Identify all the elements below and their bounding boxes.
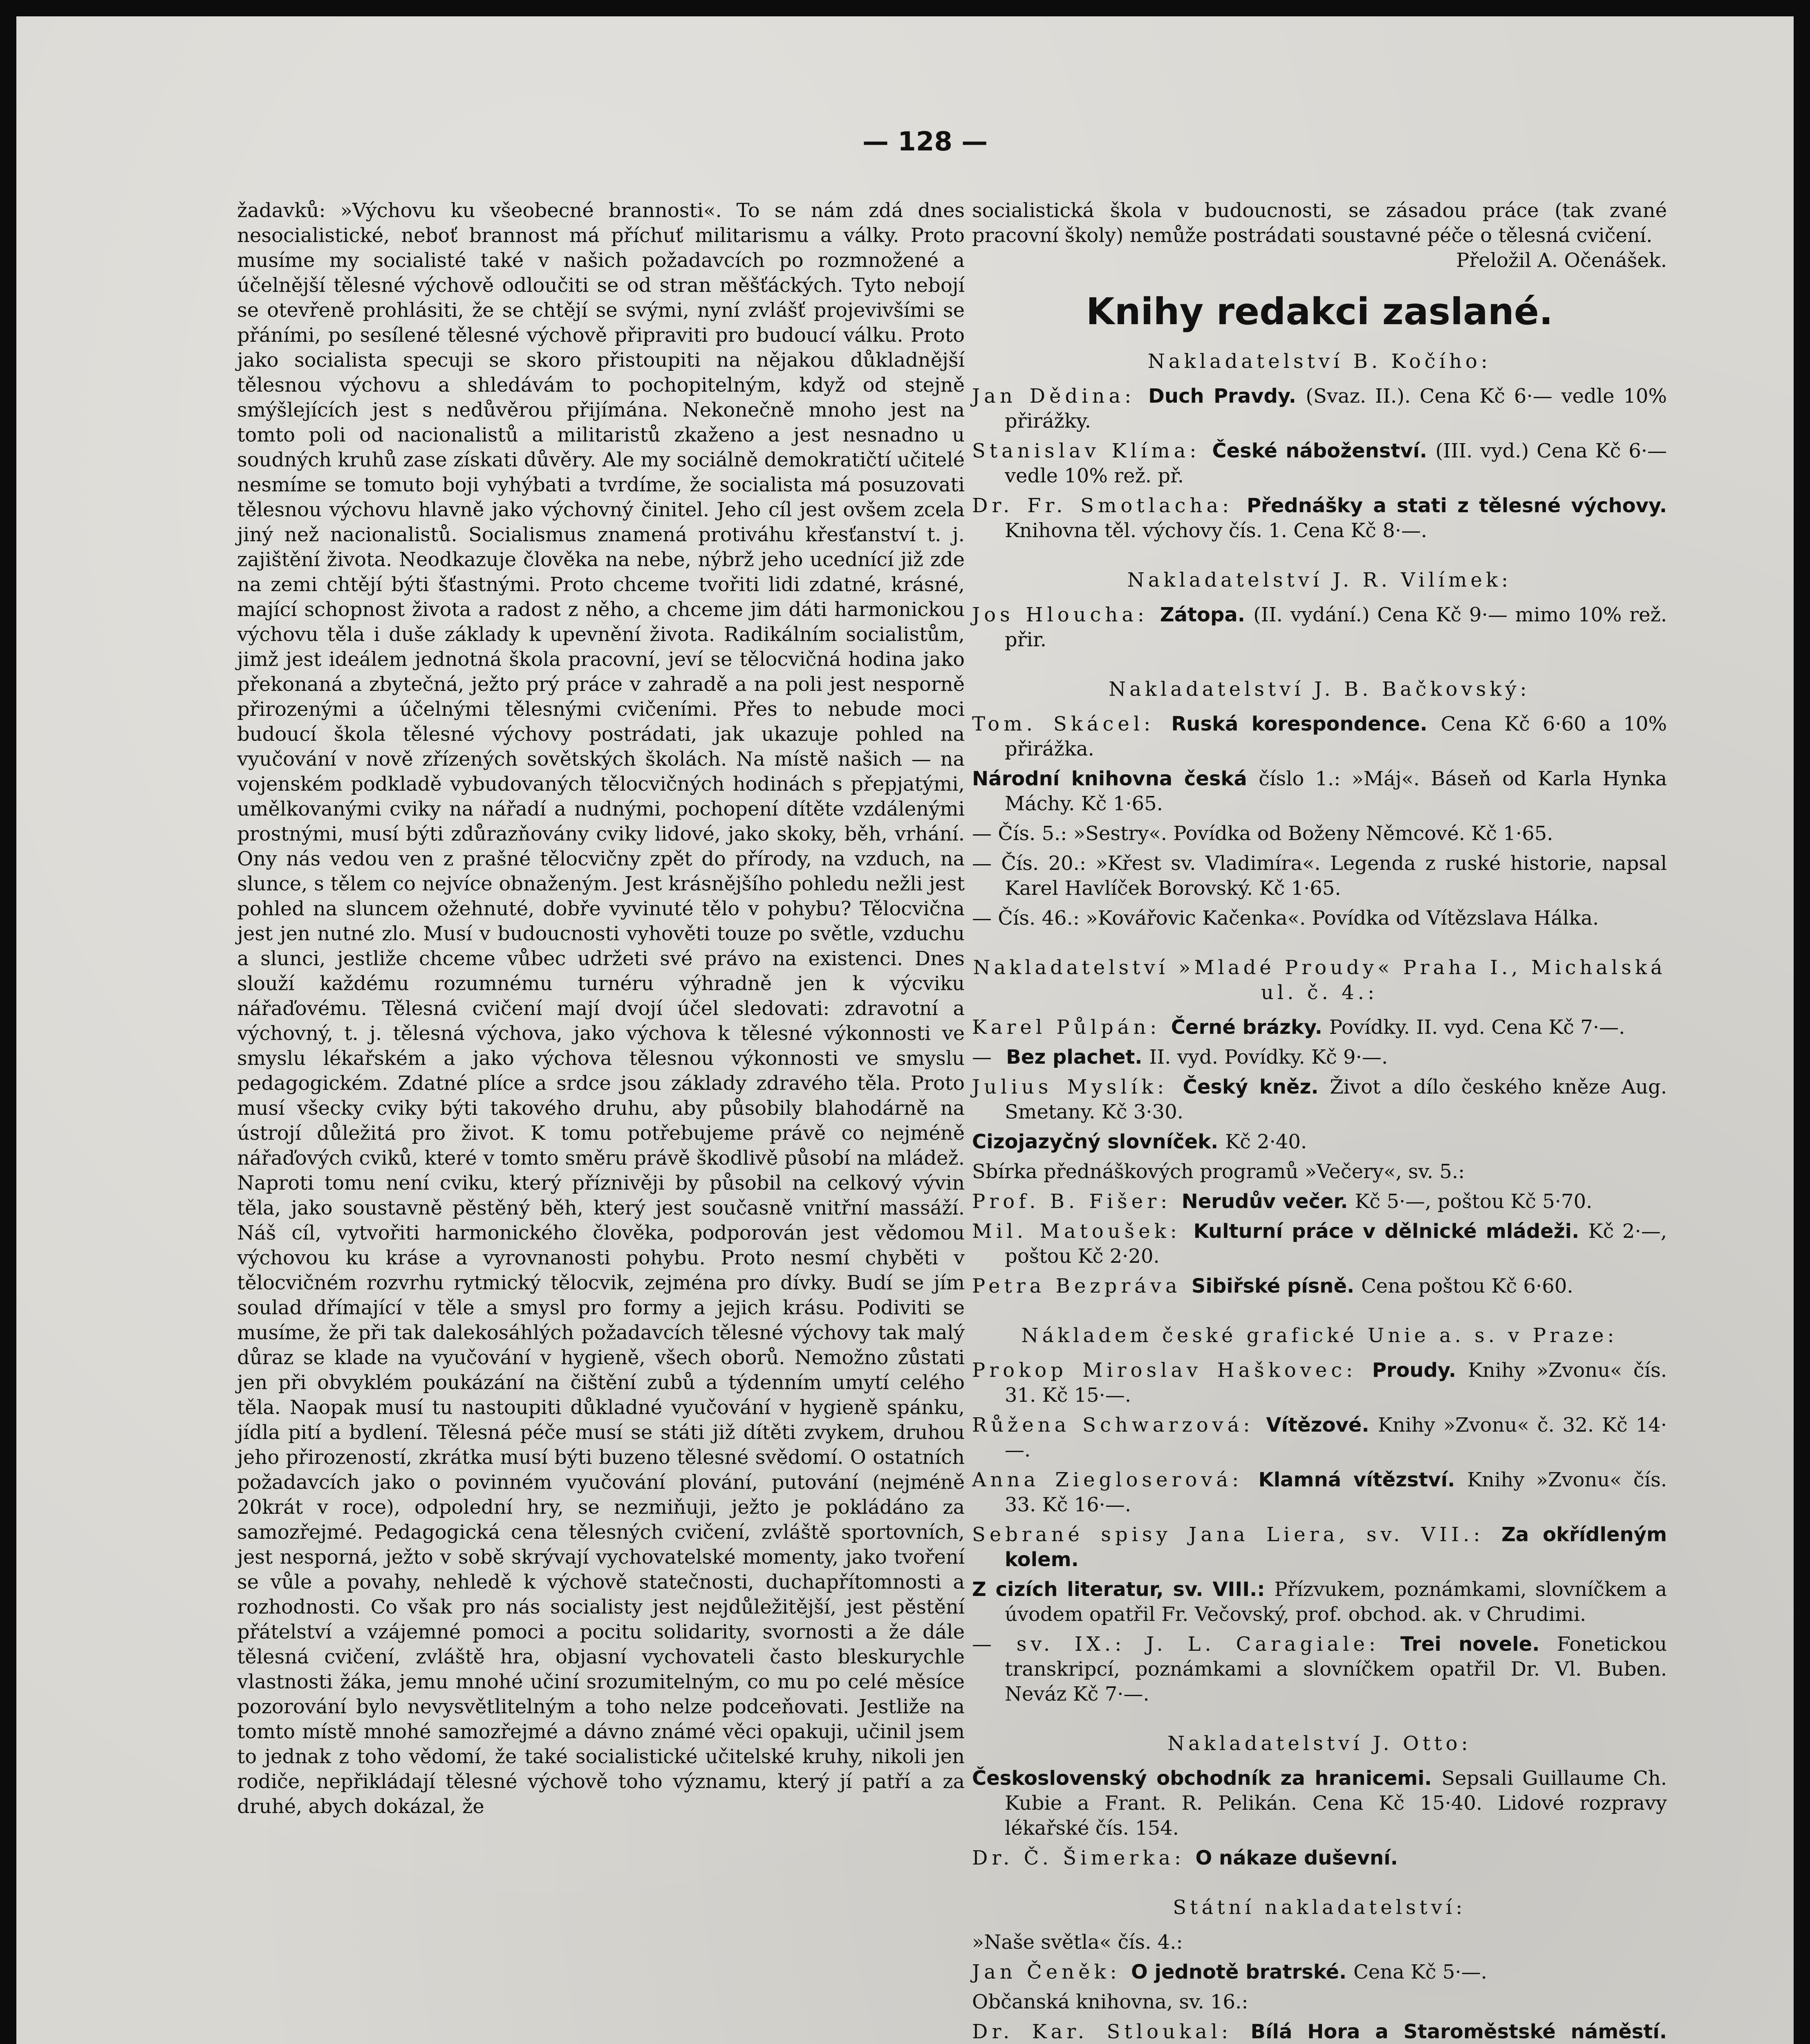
book-details: Povídky. II. vyd. Cena Kč 7·—.	[1329, 1016, 1625, 1039]
book-author: Jos Hloucha:	[972, 603, 1160, 626]
book-title: Za okřídleným kolem.	[1005, 1523, 1667, 1571]
book-title: O jednotě bratrské.	[1131, 1961, 1353, 1983]
book-title: Přednášky a stati z tělesné výchovy.	[1246, 494, 1667, 517]
book-title: Duch Pravdy.	[1148, 385, 1306, 408]
book-details: (Svaz. II.). Cena Kč 6·— vedle 10% přirážky.	[1005, 385, 1667, 433]
book-author: — sv. IX.: J. L. Caragiale:	[972, 1633, 1400, 1656]
book-details: (II. vydání.) Cena Kč 9·— mimo 10% rež. přir.	[1005, 603, 1667, 651]
book-list	[972, 349, 1667, 2044]
book-author: Růžena Schwarzová:	[972, 1414, 1266, 1437]
book-details: Knihy »Zvonu« č. 32. Kč 14·—.	[1005, 1414, 1667, 1461]
book-entry	[972, 1990, 1667, 2015]
book-details: Fonetickou transkripcí, poznámkami a slovníčkem opatřil Dr. Vl. Buben. Neváz Kč 7·—.	[1005, 1633, 1667, 1706]
publisher-heading: Nákladem české grafické Unie a. s. v Praze:	[1021, 1324, 1618, 1347]
book-entry	[972, 1930, 1667, 1955]
translator-credit: Přeložil A. Očenášek.	[1456, 249, 1667, 272]
book-entry	[972, 1632, 1667, 1707]
book-entry	[972, 439, 1667, 489]
book-title: Český kněz.	[1183, 1076, 1330, 1098]
book-entry	[972, 1189, 1667, 1214]
book-title: České náboženství.	[1212, 439, 1436, 462]
book-entry	[972, 1522, 1667, 1572]
translator-line	[972, 248, 1667, 273]
book-entry	[972, 1413, 1667, 1463]
book-title: Nerudův večer.	[1181, 1190, 1355, 1213]
book-title: Československý obchodník za hranicemi.	[972, 1767, 1442, 1790]
book-details: Přízvukem, poznámkami, slovníčkem a úvodem opatřil Fr. Večovský, prof. obchod. ak. v Chrudimi.	[1005, 1578, 1667, 1626]
book-author: Prof. B. Fišer:	[972, 1190, 1182, 1213]
book-title: Zátopa.	[1160, 603, 1254, 626]
book-details: II. vyd. Povídky. Kč 9·—.	[1149, 1046, 1388, 1069]
right-column	[972, 198, 1667, 2044]
book-details: — Čís. 46.: »Kovářovic Kačenka«. Povídka od Vítězslava Hálka.	[972, 907, 1599, 930]
book-entry	[972, 2019, 1667, 2044]
book-title: Národní knihovna česká	[972, 767, 1259, 790]
book-entry	[972, 1219, 1667, 1269]
book-details: (III. vyd.) Cena Kč 6·— vedle 10% rež. př.	[1005, 439, 1667, 487]
publisher-heading: Nakladatelství J. Otto:	[1167, 1732, 1472, 1755]
book-entry	[972, 1766, 1667, 1841]
book-details: Cena Kč 5·—.	[1353, 1961, 1487, 1983]
book-title: Trei novele.	[1400, 1633, 1557, 1656]
left-column	[237, 198, 965, 1819]
book-entry	[972, 1075, 1667, 1125]
book-author: —	[972, 1046, 1006, 1069]
book-entry	[972, 1045, 1667, 1070]
book-details: »Naše světla« čís. 4.:	[972, 1931, 1183, 1954]
book-entry	[972, 821, 1667, 846]
book-author: Karel Půlpán:	[972, 1016, 1171, 1039]
book-title: Kulturní práce v dělnické mládeži.	[1193, 1220, 1588, 1243]
book-entry	[972, 1015, 1667, 1040]
page-number: — 128 —	[862, 127, 988, 157]
book-entry	[972, 1130, 1667, 1154]
book-title: Bez plachet.	[1006, 1046, 1149, 1069]
book-author: Anna Ziegloserová:	[972, 1468, 1259, 1491]
book-details: Kč 2·40.	[1225, 1130, 1307, 1153]
book-author: Sebrané spisy Jana Liera, sv. VII.:	[972, 1523, 1502, 1546]
book-entry	[972, 851, 1667, 901]
book-author: Prokop Miroslav Haškovec:	[972, 1359, 1372, 1382]
book-title: Ruská korespondence.	[1171, 713, 1441, 735]
book-title: Vítězové.	[1266, 1414, 1378, 1437]
book-title: Sibiřské písně.	[1191, 1275, 1361, 1298]
book-title: Cizojazyčný slovníček.	[972, 1130, 1225, 1153]
book-details: Kč 5·—, poštou Kč 5·70.	[1355, 1190, 1593, 1213]
book-entry	[972, 1577, 1667, 1627]
book-entry	[972, 906, 1667, 931]
book-details: Cena poštou Kč 6·60.	[1361, 1275, 1573, 1298]
book-details: Život a dílo českého kněze Aug. Smetany. Kč 3·30.	[1005, 1076, 1667, 1123]
book-details: Sbírka přednáškových programů »Večery«, sv. 5.:	[972, 1160, 1465, 1183]
page	[16, 16, 1794, 2044]
book-author: Jan Dědina:	[972, 385, 1149, 408]
book-details: Cena Kč 6·60 a 10% přirážka.	[1005, 713, 1667, 760]
book-author: Tom. Skácel:	[972, 713, 1172, 735]
publisher-heading: Nakladatelství J. B. Bačkovský:	[1109, 678, 1530, 701]
book-author: Dr. Fr. Smotlacha:	[972, 494, 1247, 517]
article-body: žadavků: »Výchovu ku všeobecné brannosti«. To se nám zdá dnes nesocialistické, neboť brannost má příchuť militarismu a války. Proto musíme my socialisté také v našich požadavcích po rozmnožené a účelnější tělesné výchově odloučiti se od stran měšťáckých. Tyto nebojí se otevřeně prohlásiti, že se chtějí se svými, nyní zvlášť projevivšími se přáními, po sesílené tělesné výchově připraviti pro budoucí válku. Proto jako socialista specuji se skoro přistoupiti na nějakou důkladnější tělesnou výchovu a shledávám to pochopitelným, když od stejně smýšlejících jest s nedůvěrou přijímána. Nekonečně mnoho jest na tomto poli od nacionalistů a militaristů zkaženo a jest nesnadno u soudných kruhů zase získati důvěry. Ale my sociálně demokratičtí učitelé nesmíme se tomuto boji vyhýbati a tvrdíme, že socialista má posuzovati tělesnou výchovu hlavně jako výchovný činitel. Jeho cíl jest ovšem zcela jiný než nacionalistů. Socialismus znamená protiváhu křesťanství t. j. zajištění života. Neodkazuje člověka na nebe, nýbrž jeho ucednící již zde na zemi chtějí býti šťastnými. Proto chceme tvořiti lidi zdatné, krásné, mající schopnost života a radost z něho, a chceme jim dáti harmonickou výchovu těla i duše základy k upevnění života. Radikálním socialistům, jimž jest ideálem jednotná škola pracovní, jeví se tělocvičná hodina jako překonaná a zbytečná, ježto prý práce v zahradě a na poli jest nesporně přirozenými a účelnými tělesnými cvičeními. Přes to nebude moci budoucí škola tělesné výchovy postrádati, jak ukazuje pohled na vyučování v nově zřízených sovětských školách. Na místě našich — na vojenském podkladě vybudovaných tělocvičných hodinách s přepjatými, umělkovanými cviky na nářadí a nudnými, pochopení dítěte vzdálenými prostnými, musí býti zdůrazňovány cviky lidové, jako skoky, běh, vrhání. Ony nás vedou ven z prašné tělocvičny zpět do přírody, na vzduch, na slunce, s tělem co nejvíce obnaženým. Jest krásnějšího pohledu nežli jest pohled na sluncem ožehnuté, dobře vyvinuté tělo v pohybu? Tělocvična jest jen nutné zlo. Musí v budoucnosti vyhověti touze po světle, vzduchu a slunci, jestliže chceme vůbec udržeti své právo na existenci. Dnes slouží každému rozumnému turnéru výhradně jen k výcviku nářaďovému. Tělesná cvičení mají dvojí účel sledovati: zdravotní a výchovný, t. j. tělesná výchova, jako výchova k tělesné výkonnosti ve smyslu lékařském a jako výchova tělesnou výkonnosti ve smyslu pedagogickém. Zdatné plíce a srdce jsou základy zdravého těla. Proto musí všecky cviky býti takového druhu, aby působily blahodárně na ústrojí důležitá pro život. K tomu potřebujeme právě co nejméně nářaďových cviků, které v tomto směru právě škodlivě působí na mládež. Naproti tomu není cviku, který příznivěji by působil na celkový vývin těla, jako soustavně pěstěný běh, který jest současně vnitřní massáží. Náš cíl, vytvořiti harmonického člověka, podporován jest vědomou výchovou ku kráse a vyrovnanosti pohybu. Proto nesmí chyběti v tělocvičném rozvrhu rytmický tělocvik, zejména pro dívky. Budí se jím soulad dřímající v těle a smysl pro formy a jejich krásu. Podiviti se musíme, že při tak dalekosáhlých požadavcích tělesné výchovy tak malý důraz se klade na vyučování v hygieně, všech oborů. Nemožno zůstati jen při obvyklém poukázání na čištění zubů a týdenním umytí celého těla. Naopak musí tu nastoupiti důkladné vyučování v hygieně spánku, jídla pití a bydlení. Tělesná péče musí se státi již dítěti zvykem, druhou jeho přirozeností, zkrátka musí býti buzeno tělesné svědomí. O ostatních požadavcích jako o povinném vyučování plování, putování (nejméně 20krát v roce), odpolední hry, se nezmiňuji, ježto je pokládáno za samozřejmé. Pedagogická cena tělesných cvičení, zvláště sportovních, jest nesporná, ježto v sobě skrývají vychovatelské momenty, jako tvoření se vůle a povahy, nehledě k výchově statečnosti, duchapřítomnosti a rozhodnosti. Co však pro nás socialisty jest nejdůležitější, jest pěstění přátelství a vzájemné pomoci a pocitu solidarity, svornosti a že dále tělesná cvičení, zvláště hra, objasní vychovateli často bleskurychle vlastnosti žáka, jemu mnohé učiní srozumitelným, co mu po celé měsíce pozorování bylo nevysvětlitelným a toho nelze podceňovati. Jestliže na tomto místě mnohé samozřejmé a dávno známé věci opakuji, učinil jsem to jednak z toho vědomí, že také socialistické učitelské kruhy, nikoli jen rodiče, nepřikládají tělesné výchově toho významu, který jí patří a za druhé, abych dokázal, že	[237, 199, 965, 1818]
publisher-heading: Nakladatelství J. R. Vilímek:	[1127, 569, 1512, 592]
book-title: Klamná vítězství.	[1258, 1468, 1467, 1491]
book-entry	[972, 1358, 1667, 1408]
book-entry	[972, 1468, 1667, 1517]
book-author: Dr. Č. Šimerka:	[972, 1847, 1196, 1869]
publisher-heading: Státní nakladatelství:	[1173, 1896, 1466, 1919]
article-continuation: socialistická škola v budoucnosti, se zásadou práce (tak zvané pracovní školy) nemůže postrádati soustavné péče o tělesná cvičení.	[972, 199, 1667, 247]
book-details: Občanská knihovna, sv. 16.:	[972, 1990, 1248, 2013]
book-details: — Čís. 5.: »Sestry«. Povídka od Boženy Němcové. Kč 1·65.	[972, 822, 1553, 845]
book-entry	[972, 493, 1667, 543]
book-details: Kč 2·—, poštou Kč 2·20.	[1005, 1220, 1667, 1268]
book-author: Dr. Kar. Stloukal:	[972, 2020, 1251, 2043]
book-entry	[972, 384, 1667, 434]
book-title: Z cizích literatur, sv. VIII.:	[972, 1578, 1275, 1601]
book-entry	[972, 1159, 1667, 1184]
book-details: Knihy »Zvonu« čís. 31. Kč 15·—.	[1005, 1359, 1667, 1407]
book-title: Proudy.	[1372, 1359, 1468, 1382]
book-entry	[972, 1274, 1667, 1299]
book-author: Mil. Matoušek:	[972, 1220, 1194, 1243]
book-entry	[972, 1846, 1667, 1871]
book-author: Julius Myslík:	[972, 1076, 1183, 1098]
book-entry	[972, 603, 1667, 652]
book-entry	[972, 1960, 1667, 1985]
publisher-heading: Nakladatelství »Mladé Proudy« Praha I., Michalská ul. č. 4.:	[973, 956, 1666, 1004]
book-title: O nákaze duševní.	[1195, 1847, 1398, 1869]
book-details: — Čís. 20.: »Křest sv. Vladimíra«. Legenda z ruské historie, napsal Karel Havlíček Borovský. Kč 1·65.	[972, 852, 1667, 900]
publisher-heading: Nakladatelství B. Kočího:	[1147, 350, 1492, 373]
book-title: Černé brázky.	[1171, 1016, 1329, 1039]
book-title: Bílá Hora a Staroměstské náměstí.	[1250, 2020, 1667, 2043]
book-author: Stanislav Klíma:	[972, 439, 1212, 462]
book-author: Jan Čeněk:	[972, 1961, 1131, 1983]
book-details: Knihovna těl. výchovy čís. 1. Cena Kč 8·—.	[1005, 519, 1427, 542]
book-details: Knihy »Zvonu« čís. 33. Kč 16·—.	[1005, 1468, 1667, 1516]
book-details: číslo 1.: »Máj«. Báseň od Karla Hynka Máchy. Kč 1·65.	[1005, 767, 1667, 815]
book-author: Petra Bezpráva	[972, 1275, 1192, 1298]
books-heading: Knihy redakci zaslané.	[1086, 290, 1553, 333]
book-entry	[972, 766, 1667, 816]
book-details: Sepsali Guillaume Ch. Kubie a Frant. R. Pelikán. Cena Kč 15·40. Lidové rozpravy lékařské čís. 154.	[1005, 1767, 1667, 1840]
book-entry	[972, 712, 1667, 762]
